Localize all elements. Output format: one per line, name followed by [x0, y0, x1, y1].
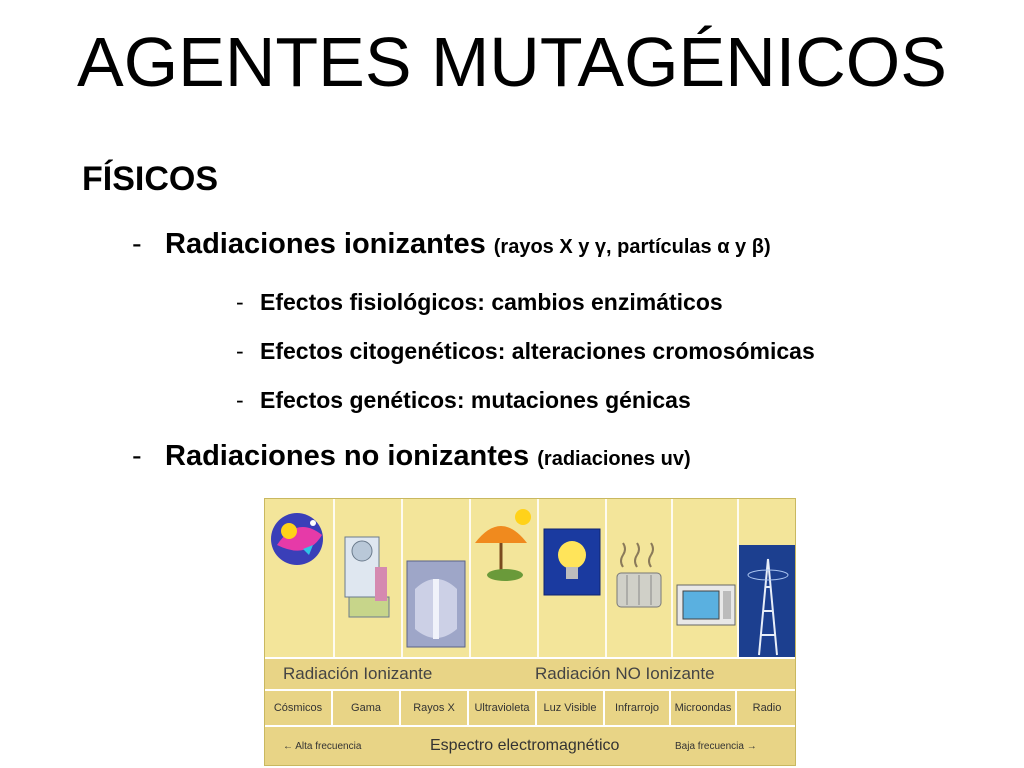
spectrum-title: Espectro electromagnético: [430, 737, 620, 754]
band-names-row: [265, 689, 796, 725]
sublist-item: [236, 289, 723, 316]
item-label: Radiaciones ionizantes: [165, 228, 486, 260]
xray-machine-icon: [335, 517, 399, 627]
ionization-band: [265, 657, 796, 689]
radio-tower-icon: [739, 545, 796, 657]
sublist-item-text: Efectos fisiológicos: cambios enzimáticos: [260, 289, 723, 315]
radiator-icon: [611, 541, 667, 611]
divider: [605, 499, 607, 657]
sun-umbrella-icon: [471, 503, 537, 583]
microwave-icon: [675, 579, 737, 629]
list-item-ionizing: [132, 228, 771, 261]
list-item-non-ionizing: [132, 440, 691, 473]
band-cell: Rayos X: [401, 691, 469, 725]
item-note: (radiaciones uv): [537, 448, 691, 470]
cosmic-icon: [267, 505, 329, 575]
band-cell: Cósmicos: [265, 691, 333, 725]
band-cell: Luz Visible: [537, 691, 605, 725]
sublist-item: [236, 338, 815, 365]
sublist-item-text: Efectos citogenéticos: alteraciones cromosómicas: [260, 338, 815, 364]
light-bulb-icon: [542, 527, 602, 597]
band-cell: Ultravioleta: [469, 691, 537, 725]
item-label: Radiaciones no ionizantes: [165, 440, 530, 472]
section-heading: FÍSICOS: [82, 160, 219, 198]
bullet-dash: -: [132, 440, 142, 472]
bullet-dash: -: [236, 289, 244, 315]
bullet-dash: -: [236, 338, 244, 364]
band-cell: Microondas: [671, 691, 737, 725]
spectrum-illustrations: [265, 499, 796, 657]
electromagnetic-spectrum-figure: [264, 498, 796, 766]
band-cell: Radio: [752, 702, 782, 714]
frequency-row: [265, 725, 796, 766]
bullet-dash: -: [132, 228, 142, 260]
bullet-dash: -: [236, 387, 244, 413]
sublist-item-text: Efectos genéticos: mutaciones génicas: [260, 387, 691, 413]
high-frequency-label: ← Alta frecuencia: [283, 741, 362, 752]
band-cell: Gama: [333, 691, 401, 725]
xray-image-icon: [405, 559, 467, 649]
divider: [537, 499, 539, 657]
divider: [401, 499, 403, 657]
slide-title: AGENTES MUTAGÉNICOS: [77, 23, 947, 101]
divider: [671, 499, 673, 657]
non-ionizing-label: Radiación NO Ionizante: [535, 664, 715, 683]
item-note: (rayos X y γ, partículas α y β): [493, 236, 771, 258]
low-frequency-label: Baja frecuencia →: [675, 741, 757, 752]
ionizing-label: Radiación Ionizante: [283, 664, 433, 683]
band-cell: Infrarrojo: [605, 691, 671, 725]
sublist-item: [236, 387, 691, 414]
